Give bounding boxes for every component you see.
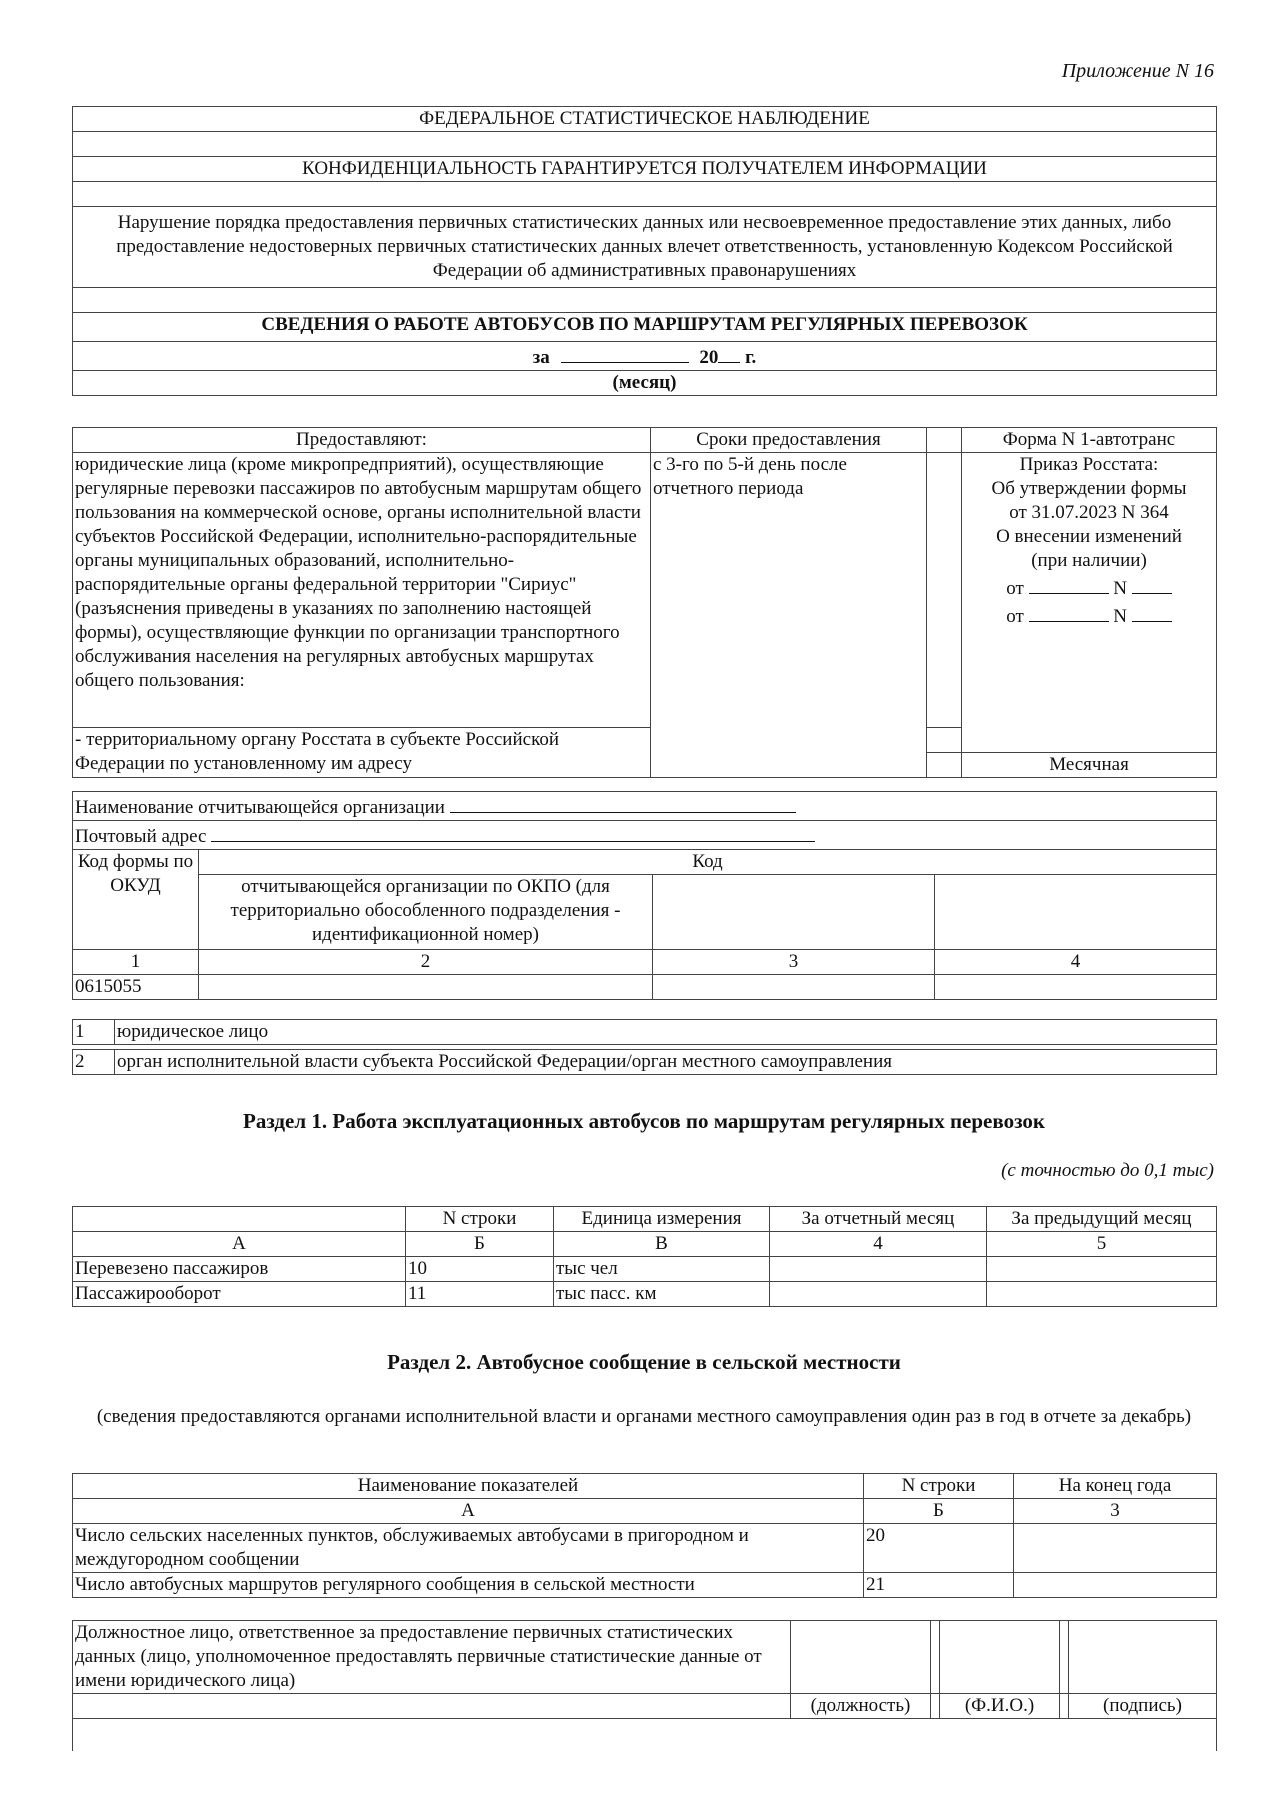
column-number: 1 xyxy=(73,950,199,975)
liability-warning: Нарушение порядка предоставления первичных статистических данных или несвоевременное предоставление этих данных, либо предоставление недостоверных первичных статистических данных влечет ответственность, установленную Кодексом Российской Федерации об административных правонарушениях xyxy=(73,207,1217,288)
signature-label: (подпись) xyxy=(1069,1694,1217,1719)
report-period-row xyxy=(73,342,1217,371)
period-suffix: г. xyxy=(745,347,757,368)
table-row xyxy=(73,1257,1217,1282)
fio-field[interactable] xyxy=(940,1621,1060,1694)
blank-cell xyxy=(927,728,962,753)
blank-cell xyxy=(927,453,962,728)
approval-order-block xyxy=(962,453,1217,753)
previous-month-field[interactable] xyxy=(987,1257,1217,1282)
amendment-date-field[interactable] xyxy=(1029,573,1109,594)
federal-observation-title: ФЕДЕРАЛЬНОЕ СТАТИСТИЧЕСКОЕ НАБЛЮДЕНИЕ xyxy=(73,107,1217,132)
submitters-description: юридические лица (кроме микропредприятий), осуществляющие регулярные перевозки пассажиров по автобусным маршрутам общего пользования на коммерческой основе, органы исполнительной власти субъектов Российской Федерации, исполнительно-распорядительные органы муниципальных образований, исполнительно-распорядительные органы федеральной территории "Сириус" (разъяснения приведены в указаниях по заполнению настоящей формы), осуществляющие функции по организации транспортного обслуживания населения на регулярных автобусных маршрутах общего пользования: xyxy=(73,453,651,728)
section2-header-name: Наименование показателей xyxy=(73,1474,864,1499)
official-description: Должностное лицо, ответственное за предоставление первичных статистических данных (лицо, уполномоченное предоставлять первичные статистические данные от имени юридического лица) xyxy=(73,1621,791,1694)
order-line: Об утверждении формы xyxy=(991,478,1187,499)
unit: тыс пасс. км xyxy=(554,1282,770,1307)
postal-address-field[interactable] xyxy=(211,821,815,842)
section2-note: (сведения предоставляются органами исполнительной власти и органами местного самоуправления один раз в год в отчете за декабрь) xyxy=(96,1406,1192,1427)
empty-row xyxy=(73,288,1217,313)
order-line: (при наличии) xyxy=(1031,550,1147,571)
signature-field[interactable] xyxy=(1069,1621,1217,1694)
postal-address-row xyxy=(73,821,1217,850)
org-type-label: юридическое лицо xyxy=(115,1020,1217,1045)
deadline-text: с 3-го по 5-й день после отчетного периода xyxy=(651,453,927,778)
fio-label: (Ф.И.О.) xyxy=(940,1694,1060,1719)
org-name-field[interactable] xyxy=(450,792,796,813)
table-row xyxy=(73,1282,1217,1307)
blank-header xyxy=(73,1207,406,1232)
section1-header-line: N строки xyxy=(406,1207,554,1232)
line-number: 20 xyxy=(864,1524,1014,1573)
code-field-4[interactable] xyxy=(935,975,1217,1000)
form-title: СВЕДЕНИЯ О РАБОТЕ АВТОБУСОВ ПО МАРШРУТАМ РЕГУЛЯРНЫХ ПЕРЕВОЗОК xyxy=(73,313,1217,342)
current-month-field[interactable] xyxy=(770,1257,987,1282)
section1-header-previous: За предыдущий месяц xyxy=(987,1207,1217,1232)
indicator-name: Число автобусных маршрутов регулярного сообщения в сельской местности xyxy=(73,1573,864,1598)
year-field[interactable] xyxy=(718,342,740,363)
form-number-header: Форма N 1-автотранс xyxy=(962,428,1217,453)
blank-cell xyxy=(1060,1621,1069,1694)
column-number: 4 xyxy=(935,950,1217,975)
blank-cell xyxy=(73,1694,791,1719)
okpo-code-field[interactable] xyxy=(199,975,653,1000)
header-table xyxy=(72,106,1217,396)
section2-title: Раздел 2. Автобусное сообщение в сельской местности xyxy=(387,1350,901,1374)
order-line: О внесении изменений xyxy=(996,526,1182,547)
order-line: Приказ Росстата: xyxy=(1019,454,1159,475)
previous-month-field[interactable] xyxy=(987,1282,1217,1307)
periodicity: Месячная xyxy=(962,753,1217,778)
month-label: (месяц) xyxy=(73,371,1217,396)
blank-cell xyxy=(935,875,1217,950)
section1-title: Раздел 1. Работа эксплуатационных автобусов по маршрутам регулярных перевозок xyxy=(243,1109,1045,1133)
section1-header-unit: Единица измерения xyxy=(554,1207,770,1232)
section2-header-year-end: На конец года xyxy=(1014,1474,1217,1499)
code-header: Код xyxy=(199,850,1217,875)
amendment-number-field[interactable] xyxy=(1132,573,1172,594)
position-field[interactable] xyxy=(791,1621,931,1694)
signature-table xyxy=(72,1620,1217,1751)
column-letter: 3 xyxy=(1014,1499,1217,1524)
postal-address-label: Почтовый адрес xyxy=(75,826,207,847)
confidentiality-notice: КОНФИДЕНЦИАЛЬНОСТЬ ГАРАНТИРУЕТСЯ ПОЛУЧАТЕЛЕМ ИНФОРМАЦИИ xyxy=(73,157,1217,182)
okpo-header: отчитывающейся организации по ОКПО (для территориально обособленного подразделения - идентификационной номер) xyxy=(199,875,653,950)
line-number: 11 xyxy=(406,1282,554,1307)
indicator-name: Число сельских населенных пунктов, обслуживаемых автобусами в пригородном и междугородном сообщении xyxy=(73,1524,864,1573)
appendix-label: Приложение N 16 xyxy=(1061,60,1214,82)
column-number: 3 xyxy=(653,950,935,975)
section2-header-line: N строки xyxy=(864,1474,1014,1499)
code-field-3[interactable] xyxy=(653,975,935,1000)
empty-row xyxy=(73,182,1217,207)
year-end-field[interactable] xyxy=(1014,1573,1217,1598)
column-number: 2 xyxy=(199,950,653,975)
order-line: от 31.07.2023 N 364 xyxy=(1009,502,1169,523)
column-letter: 5 xyxy=(987,1232,1217,1257)
indicator-name: Пассажирооборот xyxy=(73,1282,406,1307)
unit: тыс чел xyxy=(554,1257,770,1282)
month-field[interactable] xyxy=(561,342,689,363)
column-letter: Б xyxy=(864,1499,1014,1524)
blank-cell xyxy=(1060,1694,1069,1719)
section1-precision: (с точностью до 0,1 тыс) xyxy=(1001,1160,1214,1181)
year-end-field[interactable] xyxy=(1014,1524,1217,1573)
blank-cell xyxy=(927,428,962,453)
deadline-header: Сроки предоставления xyxy=(651,428,927,453)
current-month-field[interactable] xyxy=(770,1282,987,1307)
org-type-table xyxy=(72,1019,1217,1075)
blank-cell xyxy=(931,1694,940,1719)
period-prefix: за xyxy=(532,347,550,368)
codes-table xyxy=(72,791,1217,1000)
amendment-line: от N xyxy=(964,573,1214,601)
okud-code-value: 0615055 xyxy=(73,975,199,1000)
empty-row xyxy=(73,132,1217,157)
column-letter: В xyxy=(554,1232,770,1257)
column-letter: А xyxy=(73,1499,864,1524)
column-letter: Б xyxy=(406,1232,554,1257)
line-number: 10 xyxy=(406,1257,554,1282)
org-type-number: 1 xyxy=(73,1020,115,1045)
org-type-number: 2 xyxy=(73,1050,115,1075)
amendment-line: от N xyxy=(964,601,1214,629)
blank-cell xyxy=(927,753,962,778)
amendment-date-field[interactable] xyxy=(1029,601,1109,622)
section2-table xyxy=(72,1473,1217,1598)
blank-cell xyxy=(653,875,935,950)
table-row xyxy=(73,1524,1217,1573)
okud-header: Код формы по ОКУД xyxy=(73,850,199,950)
blank-cell xyxy=(931,1621,940,1694)
column-letter: 4 xyxy=(770,1232,987,1257)
line-number: 21 xyxy=(864,1573,1014,1598)
table-row xyxy=(73,1573,1217,1598)
section1-header-current: За отчетный месяц xyxy=(770,1207,987,1232)
trailing-row xyxy=(73,1719,1217,1752)
submission-table xyxy=(72,427,1217,778)
section1-table xyxy=(72,1206,1217,1307)
org-type-label: орган исполнительной власти субъекта Российской Федерации/орган местного самоуправления xyxy=(115,1050,1217,1075)
org-name-row xyxy=(73,792,1217,821)
position-label: (должность) xyxy=(791,1694,931,1719)
column-letter: А xyxy=(73,1232,406,1257)
amendment-number-field[interactable] xyxy=(1132,601,1172,622)
indicator-name: Перевезено пассажиров xyxy=(73,1257,406,1282)
org-name-label: Наименование отчитывающейся организации xyxy=(75,797,445,818)
recipient-text: - территориальному органу Росстата в субъекте Российской Федерации по установленному им адресу xyxy=(73,728,651,778)
submitters-header: Предоставляют: xyxy=(73,428,651,453)
period-year: 20 xyxy=(699,347,719,368)
